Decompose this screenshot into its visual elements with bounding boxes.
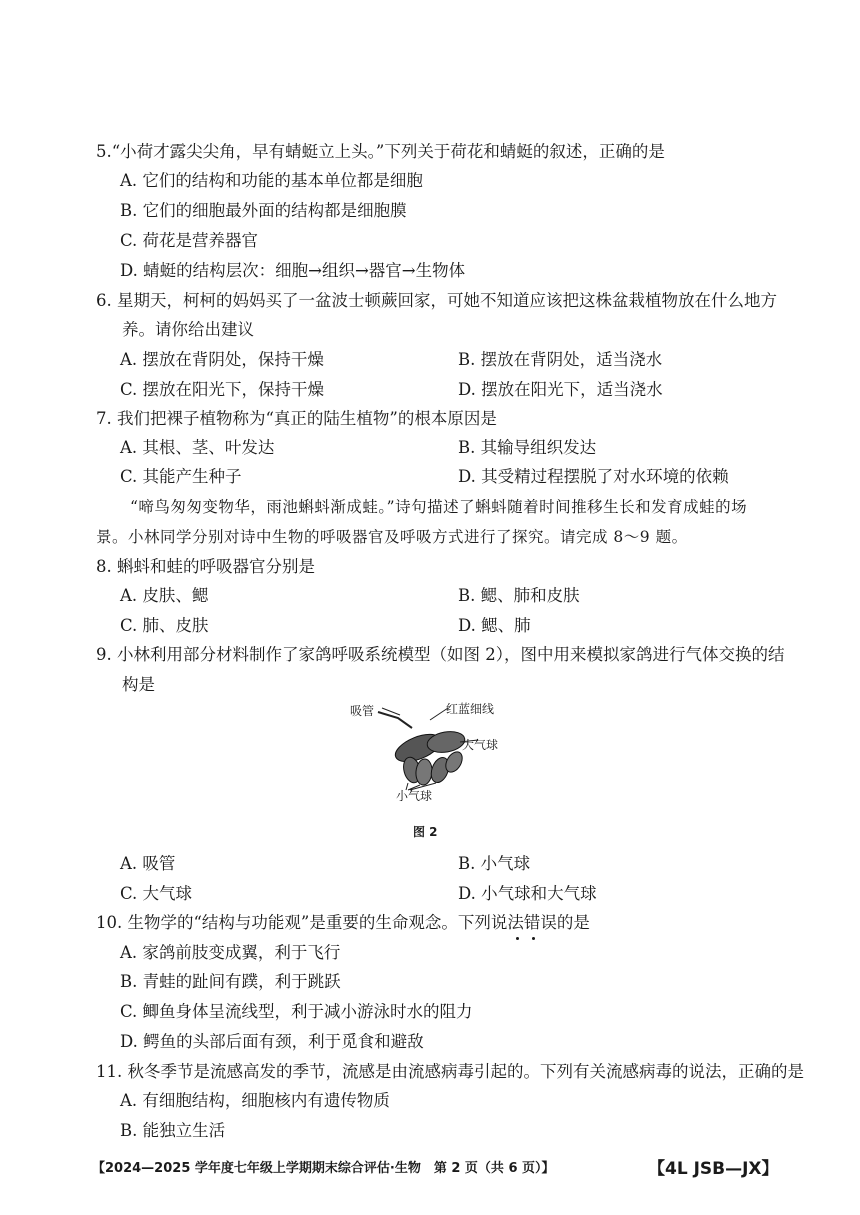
question-6-option-a: A. 摆放在背阴处，保持干燥 [120, 350, 324, 369]
question-9-option-b: B. 小气球 [458, 854, 531, 873]
question-5-option-d: D. 蜻蜓的结构层次：细胞→组织→器官→生物体 [120, 261, 466, 280]
question-5-option-a: A. 它们的结构和功能的基本单位都是细胞 [120, 171, 423, 190]
question-5-option-c: C. 荷花是营养器官 [120, 231, 259, 250]
question-8-stem: 8. 蝌蚪和蛙的呼吸器官分别是 [96, 557, 315, 576]
question-8-option-d: D. 鳃、肺 [458, 616, 531, 635]
question-6-stem: 6. 星期天，柯柯的妈妈买了一盆波士顿蕨回家，可她不知道应该把这株盆栽植物放在什么地方 [96, 291, 777, 310]
label-straw: 吸管 [350, 704, 375, 718]
label-big-balloon: 大气球 [462, 738, 499, 752]
question-8-option-a: A. 皮肤、鳃 [120, 586, 209, 605]
question-5-stem: 5.“小荷才露尖尖角，早有蜻蜓立上头。”下列关于荷花和蜻蜓的叙述，正确的是 [96, 142, 665, 161]
question-10-stem: 10. 生物学的“结构与功能观”是重要的生命观念。下列说法错误的是 [96, 913, 590, 932]
question-9-option-d: D. 小气球和大气球 [458, 884, 597, 903]
question-9-stem: 9. 小林利用部分材料制作了家鸽呼吸系统模型（如图 2），图中用来模拟家鸽进行气体交换的结 [96, 645, 785, 664]
footer-exam-info: 【2024—2025 学年度七年级上学期期末综合评估·生物 第 2 页（共 6 页）】 [92, 1161, 555, 1176]
question-6-stem-continued: 养。请你给出建议 [122, 320, 254, 339]
figure-2-caption: 图 2 [413, 825, 438, 839]
passage-line-2: 景。小林同学分别对诗中生物的呼吸器官及呼吸方式进行了探究。请完成 8～9 题。 [96, 528, 688, 546]
question-5-option-b: B. 它们的细胞最外面的结构都是细胞膜 [120, 201, 407, 220]
question-10-option-b: B. 青蛙的趾间有蹼，利于跳跃 [120, 972, 341, 991]
figure-2-respiratory-model [300, 690, 560, 810]
question-10-option-d: D. 鳄鱼的头部后面有颈，利于觅食和避敌 [120, 1032, 424, 1051]
emphasis-dot [532, 937, 535, 940]
question-6-option-d: D. 摆放在阳光下，适当浇水 [458, 380, 663, 399]
question-9-option-c: C. 大气球 [120, 884, 193, 903]
question-11-option-b: B. 能独立生活 [120, 1121, 226, 1140]
question-10-option-a: A. 家鸽前肢变成翼，利于飞行 [120, 943, 341, 962]
question-9-stem-continued: 构是 [122, 675, 155, 694]
question-11-stem: 11. 秋冬季节是流感高发的季节，流感是由流感病毒引起的。下列有关流感病毒的说法，正确的是 [96, 1062, 804, 1081]
question-6-option-c: C. 摆放在阳光下，保持干燥 [120, 380, 325, 399]
question-7-option-d: D. 其受精过程摆脱了对水环境的依赖 [458, 467, 729, 486]
question-8-option-c: C. 肺、皮肤 [120, 616, 209, 635]
question-6-option-b: B. 摆放在背阴处，适当浇水 [458, 350, 663, 369]
question-7-option-b: B. 其输导组织发达 [458, 438, 597, 457]
question-11-option-a: A. 有细胞结构，细胞核内有遗传物质 [120, 1091, 390, 1110]
label-small-balloon: 小气球 [396, 789, 433, 803]
question-9-option-a: A. 吸管 [120, 854, 176, 873]
question-10-option-c: C. 鲫鱼身体呈流线型，利于减小游泳时水的阻力 [120, 1002, 473, 1021]
emphasis-dot [516, 937, 519, 940]
question-7-option-c: C. 其能产生种子 [120, 467, 242, 486]
footer-code: 【4L JSB—JX】 [648, 1159, 779, 1179]
question-7-option-a: A. 其根、茎、叶发达 [120, 438, 275, 457]
question-8-option-b: B. 鳃、肺和皮肤 [458, 586, 580, 605]
question-7-stem: 7. 我们把裸子植物称为“真正的陆生植物”的根本原因是 [96, 409, 497, 428]
passage-line-1: “啼鸟匆匆变物华，雨池蝌蚪渐成蛙。”诗句描述了蝌蚪随着时间推移生长和发育成蛙的场 [130, 498, 748, 516]
label-red-blue-thread: 红蓝细线 [446, 702, 495, 716]
